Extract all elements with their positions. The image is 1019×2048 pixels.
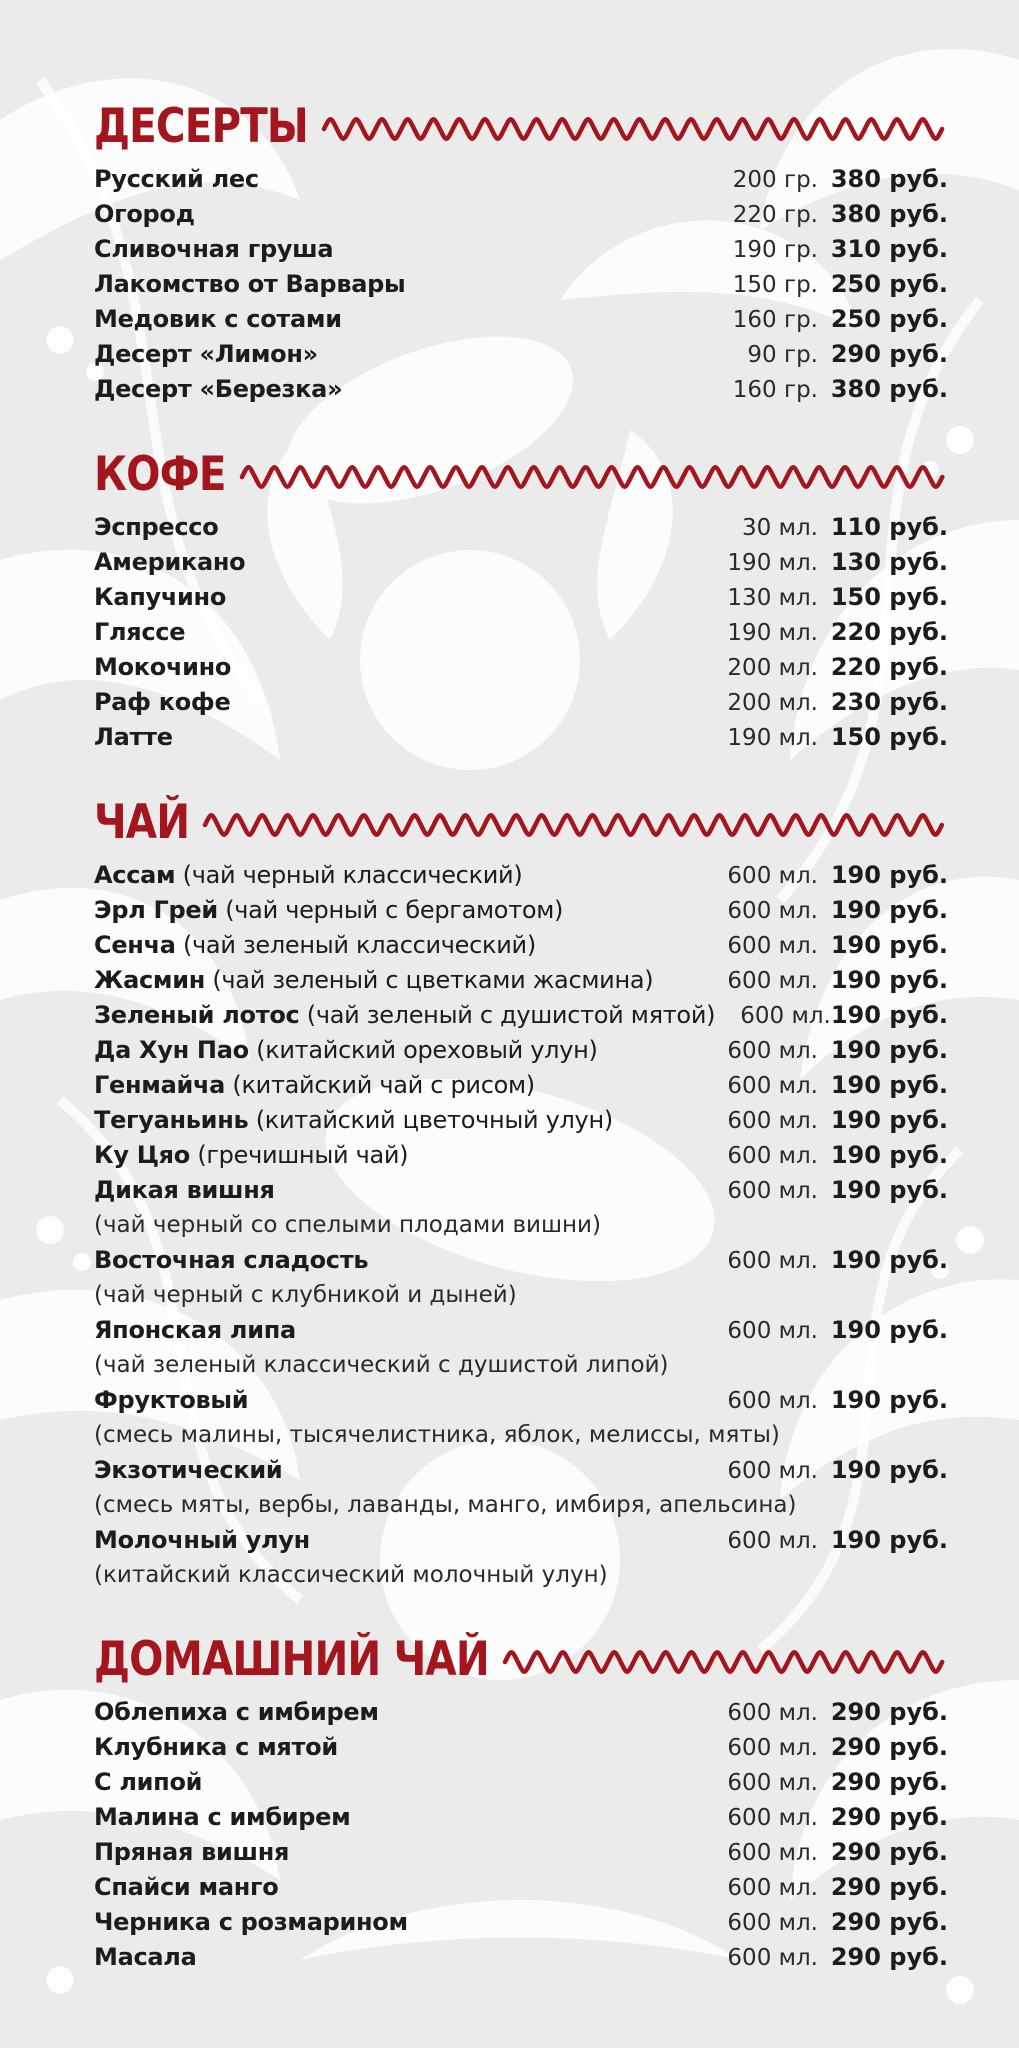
item-name-line bbox=[94, 1835, 678, 1870]
menu-item bbox=[94, 1800, 948, 1835]
squiggle-line-icon bbox=[199, 810, 948, 840]
squiggle-line-icon bbox=[499, 1647, 948, 1677]
item-volume: 600 мл. bbox=[727, 1143, 818, 1169]
item-price: 230 руб. bbox=[830, 688, 948, 716]
item-price: 190 руб. bbox=[830, 1386, 948, 1414]
item-volume: 90 гр. bbox=[747, 342, 818, 368]
menu-item bbox=[94, 998, 948, 1033]
section-header bbox=[94, 88, 948, 154]
item-name-line bbox=[94, 720, 678, 755]
item-price: 190 руб. bbox=[830, 1106, 948, 1134]
item-price: 190 руб. bbox=[830, 1526, 948, 1554]
item-name-line bbox=[94, 267, 678, 302]
item-name-line bbox=[94, 545, 678, 580]
item-description: (чай зеленый с цветками жасмина) bbox=[205, 966, 654, 994]
item-name: Да Хун Пао bbox=[94, 1036, 249, 1064]
item-price: 190 руб. bbox=[830, 931, 948, 959]
item-volume: 600 мл. bbox=[727, 1038, 818, 1064]
item-name-line bbox=[94, 1870, 678, 1905]
item-note: (чай черный со спелыми плодами вишни) bbox=[94, 1212, 601, 1238]
item-name: Капучино bbox=[94, 583, 227, 611]
item-price: 190 руб. bbox=[830, 1071, 948, 1099]
item-name: Японская липа bbox=[94, 1316, 296, 1344]
item-name: Малина с имбирем bbox=[94, 1803, 351, 1831]
item-price: 190 руб. bbox=[830, 1456, 948, 1484]
item-name-line bbox=[94, 197, 678, 232]
item-name: Американо bbox=[94, 548, 246, 576]
item-note: (смесь мяты, вербы, лаванды, манго, имбиря, апельсина) bbox=[94, 1492, 797, 1518]
item-name: Огород bbox=[94, 200, 195, 228]
section-title: КОФЕ bbox=[94, 447, 226, 502]
squiggle-line-icon bbox=[236, 462, 948, 492]
menu-item bbox=[94, 1068, 948, 1103]
item-price: 150 руб. bbox=[830, 723, 948, 751]
item-price: 310 руб. bbox=[830, 235, 948, 263]
item-name-line bbox=[94, 1068, 678, 1103]
item-name: Жасмин bbox=[94, 966, 206, 994]
item-name: Десерт «Лимон» bbox=[94, 340, 318, 368]
item-price: 290 руб. bbox=[830, 1838, 948, 1866]
item-price: 290 руб. bbox=[830, 1873, 948, 1901]
item-price: 290 руб. bbox=[830, 1733, 948, 1761]
item-volume: 600 мл. bbox=[727, 1178, 818, 1204]
item-volume: 150 гр. bbox=[732, 272, 818, 298]
item-name-line bbox=[94, 510, 678, 545]
squiggle-path bbox=[242, 467, 942, 487]
menu-item bbox=[94, 267, 948, 302]
item-volume: 30 мл. bbox=[742, 515, 818, 541]
item-price: 110 руб. bbox=[830, 513, 948, 541]
menu-item bbox=[94, 372, 948, 407]
menu-item bbox=[94, 893, 948, 928]
section-title: ДОМАШНИЙ ЧАЙ bbox=[94, 1632, 489, 1687]
item-volume: 600 мл. bbox=[727, 1528, 818, 1554]
item-name-line bbox=[94, 1243, 678, 1278]
menu-item bbox=[94, 1523, 948, 1558]
section-desserts bbox=[94, 88, 948, 407]
item-volume: 600 мл. bbox=[727, 1700, 818, 1726]
item-name-line bbox=[94, 337, 678, 372]
item-price: 190 руб. bbox=[830, 1036, 948, 1064]
item-name: Раф кофе bbox=[94, 688, 231, 716]
item-name-line bbox=[94, 1453, 678, 1488]
item-name: С липой bbox=[94, 1768, 203, 1796]
menu-item bbox=[94, 1033, 948, 1068]
item-volume: 600 мл. bbox=[727, 1388, 818, 1414]
section-header bbox=[94, 784, 948, 850]
item-name-line bbox=[94, 372, 678, 407]
menu-item bbox=[94, 232, 948, 267]
item-name: Зеленый лотос bbox=[94, 1001, 300, 1029]
item-name-line bbox=[94, 928, 678, 963]
item-price: 130 руб. bbox=[830, 548, 948, 576]
menu-item bbox=[94, 1905, 948, 1940]
menu-item bbox=[94, 510, 948, 545]
item-volume: 600 мл. bbox=[727, 1840, 818, 1866]
menu-item bbox=[94, 963, 948, 998]
item-price: 250 руб. bbox=[830, 270, 948, 298]
item-volume: 190 мл. bbox=[727, 550, 818, 576]
menu-item bbox=[94, 1695, 948, 1730]
item-volume: 600 мл. bbox=[740, 1003, 831, 1029]
menu-item bbox=[94, 1243, 948, 1278]
item-volume: 600 мл. bbox=[727, 1910, 818, 1936]
item-description: (китайский ореховый улун) bbox=[248, 1036, 598, 1064]
item-price: 380 руб. bbox=[830, 200, 948, 228]
item-name: Дикая вишня bbox=[94, 1176, 275, 1204]
menu-item bbox=[94, 197, 948, 232]
item-volume: 600 мл. bbox=[727, 1318, 818, 1344]
squiggle-line-icon bbox=[318, 114, 948, 144]
menu-item bbox=[94, 162, 948, 197]
item-volume: 200 мл. bbox=[727, 655, 818, 681]
menu-item bbox=[94, 858, 948, 893]
menu-item bbox=[94, 1870, 948, 1905]
item-name-line bbox=[94, 1138, 678, 1173]
item-name: Десерт «Березка» bbox=[94, 375, 343, 403]
menu-item bbox=[94, 1173, 948, 1208]
item-name: Тегуаньинь bbox=[94, 1106, 249, 1134]
item-volume: 220 гр. bbox=[732, 202, 818, 228]
item-price: 380 руб. bbox=[830, 375, 948, 403]
item-price: 190 руб. bbox=[830, 861, 948, 889]
item-volume: 600 мл. bbox=[727, 1073, 818, 1099]
item-name: Лакомство от Варвары bbox=[94, 270, 406, 298]
item-price: 190 руб. bbox=[830, 1316, 948, 1344]
section-title: ЧАЙ bbox=[94, 795, 190, 850]
item-name-line bbox=[94, 998, 715, 1033]
menu-item bbox=[94, 685, 948, 720]
item-volume: 130 мл. bbox=[727, 585, 818, 611]
item-name: Масала bbox=[94, 1943, 197, 1971]
item-price: 220 руб. bbox=[830, 653, 948, 681]
item-name-line bbox=[94, 1695, 678, 1730]
item-name: Медовик с сотами bbox=[94, 305, 342, 333]
item-name-line bbox=[94, 963, 678, 998]
item-volume: 600 мл. bbox=[727, 1875, 818, 1901]
item-description: (чай зеленый классический) bbox=[175, 931, 536, 959]
item-name-line bbox=[94, 1730, 678, 1765]
item-name: Восточная сладость bbox=[94, 1246, 369, 1274]
section-tea bbox=[94, 784, 948, 1593]
item-name-line bbox=[94, 162, 678, 197]
item-name: Латте bbox=[94, 723, 173, 751]
menu-item bbox=[94, 1940, 948, 1975]
item-volume: 600 мл. bbox=[727, 1108, 818, 1134]
item-name: Сливочная груша bbox=[94, 235, 334, 263]
section-header bbox=[94, 436, 948, 502]
item-name: Эспрессо bbox=[94, 513, 219, 541]
item-name: Гляссе bbox=[94, 618, 186, 646]
menu-item bbox=[94, 1835, 948, 1870]
item-name: Молочный улун bbox=[94, 1526, 310, 1554]
item-volume: 600 мл. bbox=[727, 1735, 818, 1761]
item-name: Клубника с мятой bbox=[94, 1733, 338, 1761]
item-name-line bbox=[94, 858, 678, 893]
item-volume: 190 мл. bbox=[727, 725, 818, 751]
item-list bbox=[94, 510, 948, 755]
item-price: 290 руб. bbox=[830, 1768, 948, 1796]
item-volume: 160 гр. bbox=[732, 377, 818, 403]
item-note: (китайский классический молочный улун) bbox=[94, 1562, 608, 1588]
item-price: 220 руб. bbox=[830, 618, 948, 646]
item-price: 190 руб. bbox=[830, 896, 948, 924]
squiggle-path bbox=[505, 1652, 942, 1672]
item-name-line bbox=[94, 615, 678, 650]
item-volume: 600 мл. bbox=[727, 863, 818, 889]
item-name: Ку Цяо bbox=[94, 1141, 190, 1169]
item-name-line bbox=[94, 1905, 678, 1940]
item-volume: 600 мл. bbox=[727, 1770, 818, 1796]
item-name-line bbox=[94, 1765, 678, 1800]
item-volume: 190 мл. bbox=[727, 620, 818, 646]
item-name: Экзотический bbox=[94, 1456, 283, 1484]
menu-item bbox=[94, 1103, 948, 1138]
item-name: Пряная вишня bbox=[94, 1838, 290, 1866]
item-price: 290 руб. bbox=[830, 1943, 948, 1971]
item-name: Спайси манго bbox=[94, 1873, 279, 1901]
item-price: 150 руб. bbox=[830, 583, 948, 611]
item-name-line bbox=[94, 685, 678, 720]
menu-item bbox=[94, 545, 948, 580]
menu-item bbox=[94, 1313, 948, 1348]
item-name-line bbox=[94, 580, 678, 615]
item-name-line bbox=[94, 650, 678, 685]
squiggle-path bbox=[205, 815, 942, 835]
item-price: 290 руб. bbox=[830, 1803, 948, 1831]
item-description: (чай зеленый с душистой мятой) bbox=[299, 1001, 716, 1029]
item-volume: 600 мл. bbox=[727, 1248, 818, 1274]
item-volume: 160 гр. bbox=[732, 307, 818, 333]
item-volume: 600 мл. bbox=[727, 968, 818, 994]
item-description: (китайский чай с рисом) bbox=[225, 1071, 535, 1099]
item-price: 380 руб. bbox=[830, 165, 948, 193]
item-note: (чай зеленый классический с душистой липой) bbox=[94, 1352, 669, 1378]
item-price: 190 руб. bbox=[830, 966, 948, 994]
item-name: Черника с розмарином bbox=[94, 1908, 408, 1936]
item-volume: 200 гр. bbox=[732, 167, 818, 193]
menu-item bbox=[94, 1765, 948, 1800]
item-description: (гречишный чай) bbox=[189, 1141, 409, 1169]
menu-item bbox=[94, 1730, 948, 1765]
menu-item bbox=[94, 615, 948, 650]
item-price: 190 руб. bbox=[830, 1141, 948, 1169]
menu-item bbox=[94, 1453, 948, 1488]
item-name: Ассам bbox=[94, 861, 176, 889]
menu-item bbox=[94, 928, 948, 963]
menu-item bbox=[94, 650, 948, 685]
menu-item bbox=[94, 580, 948, 615]
item-volume: 190 гр. bbox=[732, 237, 818, 263]
item-name: Облепиха с имбирем bbox=[94, 1698, 379, 1726]
item-name-line bbox=[94, 302, 678, 337]
menu-item bbox=[94, 720, 948, 755]
item-name-line bbox=[94, 1103, 678, 1138]
item-price: 290 руб. bbox=[830, 1908, 948, 1936]
item-name-line bbox=[94, 1313, 678, 1348]
item-name-line bbox=[94, 1383, 678, 1418]
item-description: (китайский цветочный улун) bbox=[248, 1106, 613, 1134]
item-name-line bbox=[94, 893, 678, 928]
item-note: (смесь малины, тысячелистника, яблок, мелиссы, мяты) bbox=[94, 1422, 780, 1448]
item-name: Фруктовый bbox=[94, 1386, 249, 1414]
item-name-line bbox=[94, 1523, 678, 1558]
item-name-line bbox=[94, 1940, 678, 1975]
section-homemade-tea bbox=[94, 1621, 948, 1975]
item-volume: 600 мл. bbox=[727, 1945, 818, 1971]
item-list bbox=[94, 858, 948, 1593]
item-list bbox=[94, 162, 948, 407]
item-note: (чай черный с клубникой и дыней) bbox=[94, 1282, 517, 1308]
item-volume: 600 мл. bbox=[727, 1805, 818, 1831]
item-price: 190 руб. bbox=[830, 1246, 948, 1274]
item-description: (чай черный с бергамотом) bbox=[217, 896, 564, 924]
menu-item bbox=[94, 1383, 948, 1418]
item-name: Генмайча bbox=[94, 1071, 226, 1099]
item-name: Мокочино bbox=[94, 653, 232, 681]
section-header bbox=[94, 1621, 948, 1687]
item-volume: 600 мл. bbox=[727, 1458, 818, 1484]
section-title: ДЕСЕРТЫ bbox=[94, 99, 308, 154]
item-name-line bbox=[94, 1173, 678, 1208]
item-price: 190 руб. bbox=[830, 1176, 948, 1204]
section-coffee bbox=[94, 436, 948, 755]
item-volume: 600 мл. bbox=[727, 933, 818, 959]
squiggle-path bbox=[324, 119, 942, 139]
item-volume: 600 мл. bbox=[727, 898, 818, 924]
menu-item bbox=[94, 1138, 948, 1173]
item-name-line bbox=[94, 232, 678, 267]
item-price: 290 руб. bbox=[830, 340, 948, 368]
item-name: Русский лес bbox=[94, 165, 259, 193]
item-price: 250 руб. bbox=[830, 305, 948, 333]
item-volume: 200 мл. bbox=[727, 690, 818, 716]
item-price: 190 руб. bbox=[830, 1001, 948, 1029]
item-name: Сенча bbox=[94, 931, 176, 959]
item-description: (чай черный классический) bbox=[175, 861, 523, 889]
item-name-line bbox=[94, 1033, 678, 1068]
item-name-line bbox=[94, 1800, 678, 1835]
item-price: 290 руб. bbox=[830, 1698, 948, 1726]
item-name: Эрл Грей bbox=[94, 896, 218, 924]
menu-item bbox=[94, 302, 948, 337]
item-list bbox=[94, 1695, 948, 1975]
menu-item bbox=[94, 337, 948, 372]
